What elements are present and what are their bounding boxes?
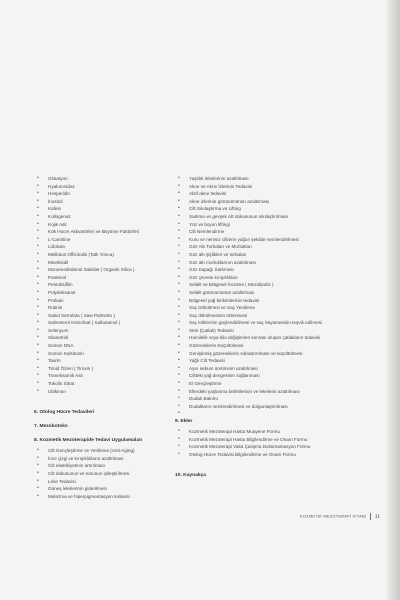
list-item: • İnositol xyxy=(34,198,199,206)
list-item: • Akne izlerinin görünümünün azaltılması xyxy=(175,198,365,206)
list-item: • Kollogenaz xyxy=(34,213,199,221)
list-item: • Rutinin xyxy=(34,304,199,312)
list-item: • Kozmetik Mezoterapi Vaka Çalışma Dokümantasyon Formu xyxy=(175,443,365,451)
list-item: • Cilt Gençleştirme ve Yenileme (Anti-Aging) xyxy=(34,447,199,455)
list-item: • Melilotus Officinalis (Tatlı Yonca) xyxy=(34,251,199,259)
list-item: • Kozmetik Mezoterapi Hasta Bilgilendirme ve Onam Formu xyxy=(175,436,365,444)
list-item: • L-Carnitine xyxy=(34,236,199,244)
list-item: • Cilt Sıkılaştırma ve Lifting xyxy=(175,205,365,213)
list-item: • Kozmetik Mezoterapi Hasta Muayene Formu xyxy=(175,428,365,436)
list-item: • Cilt elastikiyetinin artırılması xyxy=(34,462,199,470)
list-item: • Kök Hücre Aktivatörleri ve Büyüme Faktörleri xyxy=(34,228,199,236)
list-item: • Gözeneklerin Küçültülmesi xyxy=(175,342,365,350)
list-item: • Genişlemiş gözeneklerin sıkılaştırılması ve küçültülmesi xyxy=(175,350,365,358)
list-item: • Pentoksifilin xyxy=(34,281,199,289)
list-item: • Traneksamik Asit xyxy=(34,372,199,380)
list-item: • Glutatyon xyxy=(34,175,199,183)
list-item: • Mineksidil xyxy=(34,259,199,267)
list-item: • Yağlı Cilt Tedavisi xyxy=(175,357,365,365)
list-item: • Dudak Bakımı xyxy=(175,395,365,403)
list-item: • Kafein xyxy=(34,205,199,213)
list-item: • Saç köklerinin güçlendirilmesi ve saç büyümesinin teşvik edilmesi xyxy=(175,319,365,327)
list-item: • Bölgesel yağ birikimlerinin tedavisi xyxy=(175,297,365,305)
list-item: • Akne ve Akne İzlerinin Tedavisi xyxy=(175,183,365,191)
list-item: • Sarkma ve gevşek cilt dokusunun sıkılaştırılması xyxy=(175,213,365,221)
list-item: • Saç dökülmesinin önlenmesi xyxy=(175,312,365,320)
list-item: • Pantenol xyxy=(34,274,199,282)
list-item: • Cilt Nemlendirme xyxy=(175,228,365,236)
book-title: KOZMETİK MEZOTERAPİ KİTABI xyxy=(300,513,367,519)
list-item: • Hesperidin xyxy=(34,190,199,198)
page-number: 11 xyxy=(374,513,381,519)
list-item: • Ellerdeki yaşlanma belirtilerinin ve lekelerin azaltılması xyxy=(175,388,365,396)
list-item: • Göz altı morluklarının azaltılması xyxy=(175,259,365,267)
list-item: • Sabal Serrulata ( Saw Palmetto ) xyxy=(34,312,199,320)
list-item: • Ciltteki yağ dengesinin sağlanması xyxy=(175,372,365,380)
list-item: • Göz Altı Torbaları ve Morlukları xyxy=(175,243,365,251)
right-column xyxy=(175,175,365,479)
list-item: • Dudakların nemlendirilmesi ve dolgunlaştırılması xyxy=(175,403,365,411)
list-item: • Güneş lekelerinin giderilmesi xyxy=(34,485,199,493)
list-item: • Cilt dokusunun ve tonunun iyileştirilmesi xyxy=(34,470,199,478)
heading-ekler: 9. Ekler xyxy=(175,419,193,424)
list-item: • Selenyum xyxy=(34,327,199,335)
list-item: • Prokain xyxy=(34,297,199,305)
list-item: • Hyaluronidaz xyxy=(34,183,199,191)
list-item: • Selülit görünümünün azaltılması xyxy=(175,289,365,297)
page-footer xyxy=(300,513,380,520)
list-item: • Taurin xyxy=(34,357,199,365)
list-item: • Kojik Asit xyxy=(34,221,199,229)
list-item: • Strie (Çatlak) Tedavisi xyxy=(175,327,365,335)
list-item: • Yüz ve boyun liftingi xyxy=(175,221,365,229)
list-item: • Otolog Hücre Tedavisi Bilgilendirme ve Onam Formu xyxy=(175,451,365,459)
heading-otolog: 6. Otolog Hücre Tedavileri xyxy=(34,410,95,416)
treatment-list xyxy=(175,175,365,410)
book-spine-shadow xyxy=(387,0,400,600)
appendix-list xyxy=(175,428,365,458)
list-item: • Monometilsilanol Salisilat ( Organik Silica ) xyxy=(34,266,199,274)
list-item: • Aşırı sebum üretiminin azaltılması xyxy=(175,365,365,373)
list-item: • Ubikinon xyxy=(34,388,199,396)
list-item: • Melazma ve hiperpigmentasyon tedavisi xyxy=(34,493,199,501)
list-item-empty xyxy=(175,410,365,418)
footer-divider xyxy=(370,513,371,520)
list-item: • Polydeksanol xyxy=(34,289,199,297)
list-item: • Selülit ve Bölgesel İncelme ( Mezolipoliz ) xyxy=(175,281,365,289)
list-item: • Yaşlılık lekelerinin azaltılması xyxy=(175,175,365,183)
heading-mezobotoks: 7. Mezobotoks xyxy=(34,424,68,430)
list-item: • Tiroid Özleri ( Tiroxin ) xyxy=(34,365,199,373)
heading-kaynakca: 10. Kaynakça xyxy=(175,473,206,479)
list-item: • Lidokain xyxy=(34,243,199,251)
list-item: • Tokolin Sitrat xyxy=(34,380,199,388)
list-item: • Kuru ve nemsiz ciltlerin yoğun şekilde nemlendirilmesi xyxy=(175,236,365,244)
list-item: • Hamilelik veya kilo değişimleri sonrası oluşan çatlakların tedavisi xyxy=(175,334,365,342)
list-item: • Aktif akne tedavisi xyxy=(175,190,365,198)
list-item: • Göz çevresi kırışıklıkları xyxy=(175,274,365,282)
list-item: • Somon DNA xyxy=(34,342,199,350)
list-item: • Göz altı şişlikleri ve torbaları xyxy=(175,251,365,259)
list-item: • El Gençleştirme xyxy=(175,380,365,388)
list-item: • Somon Kalsitonin xyxy=(34,350,199,358)
list-item: • İnce çizgi ve kırışıklıkların azaltılması xyxy=(34,455,199,463)
heading-uygulamalar: 8. Kozmetik Mezoterapide Tedavi Uygulamaları xyxy=(34,438,143,444)
list-item: • Saç Dökülmesi ve Saç Yenileme xyxy=(175,304,365,312)
list-item: • Göz Kapağı Sarkması xyxy=(175,266,365,274)
list-item: • Silanetriol xyxy=(34,334,199,342)
list-item: • Leke Tedavisi xyxy=(34,478,199,486)
list-item: • Salmeterol Ksinofoat ( Salbutamol ) xyxy=(34,319,199,327)
